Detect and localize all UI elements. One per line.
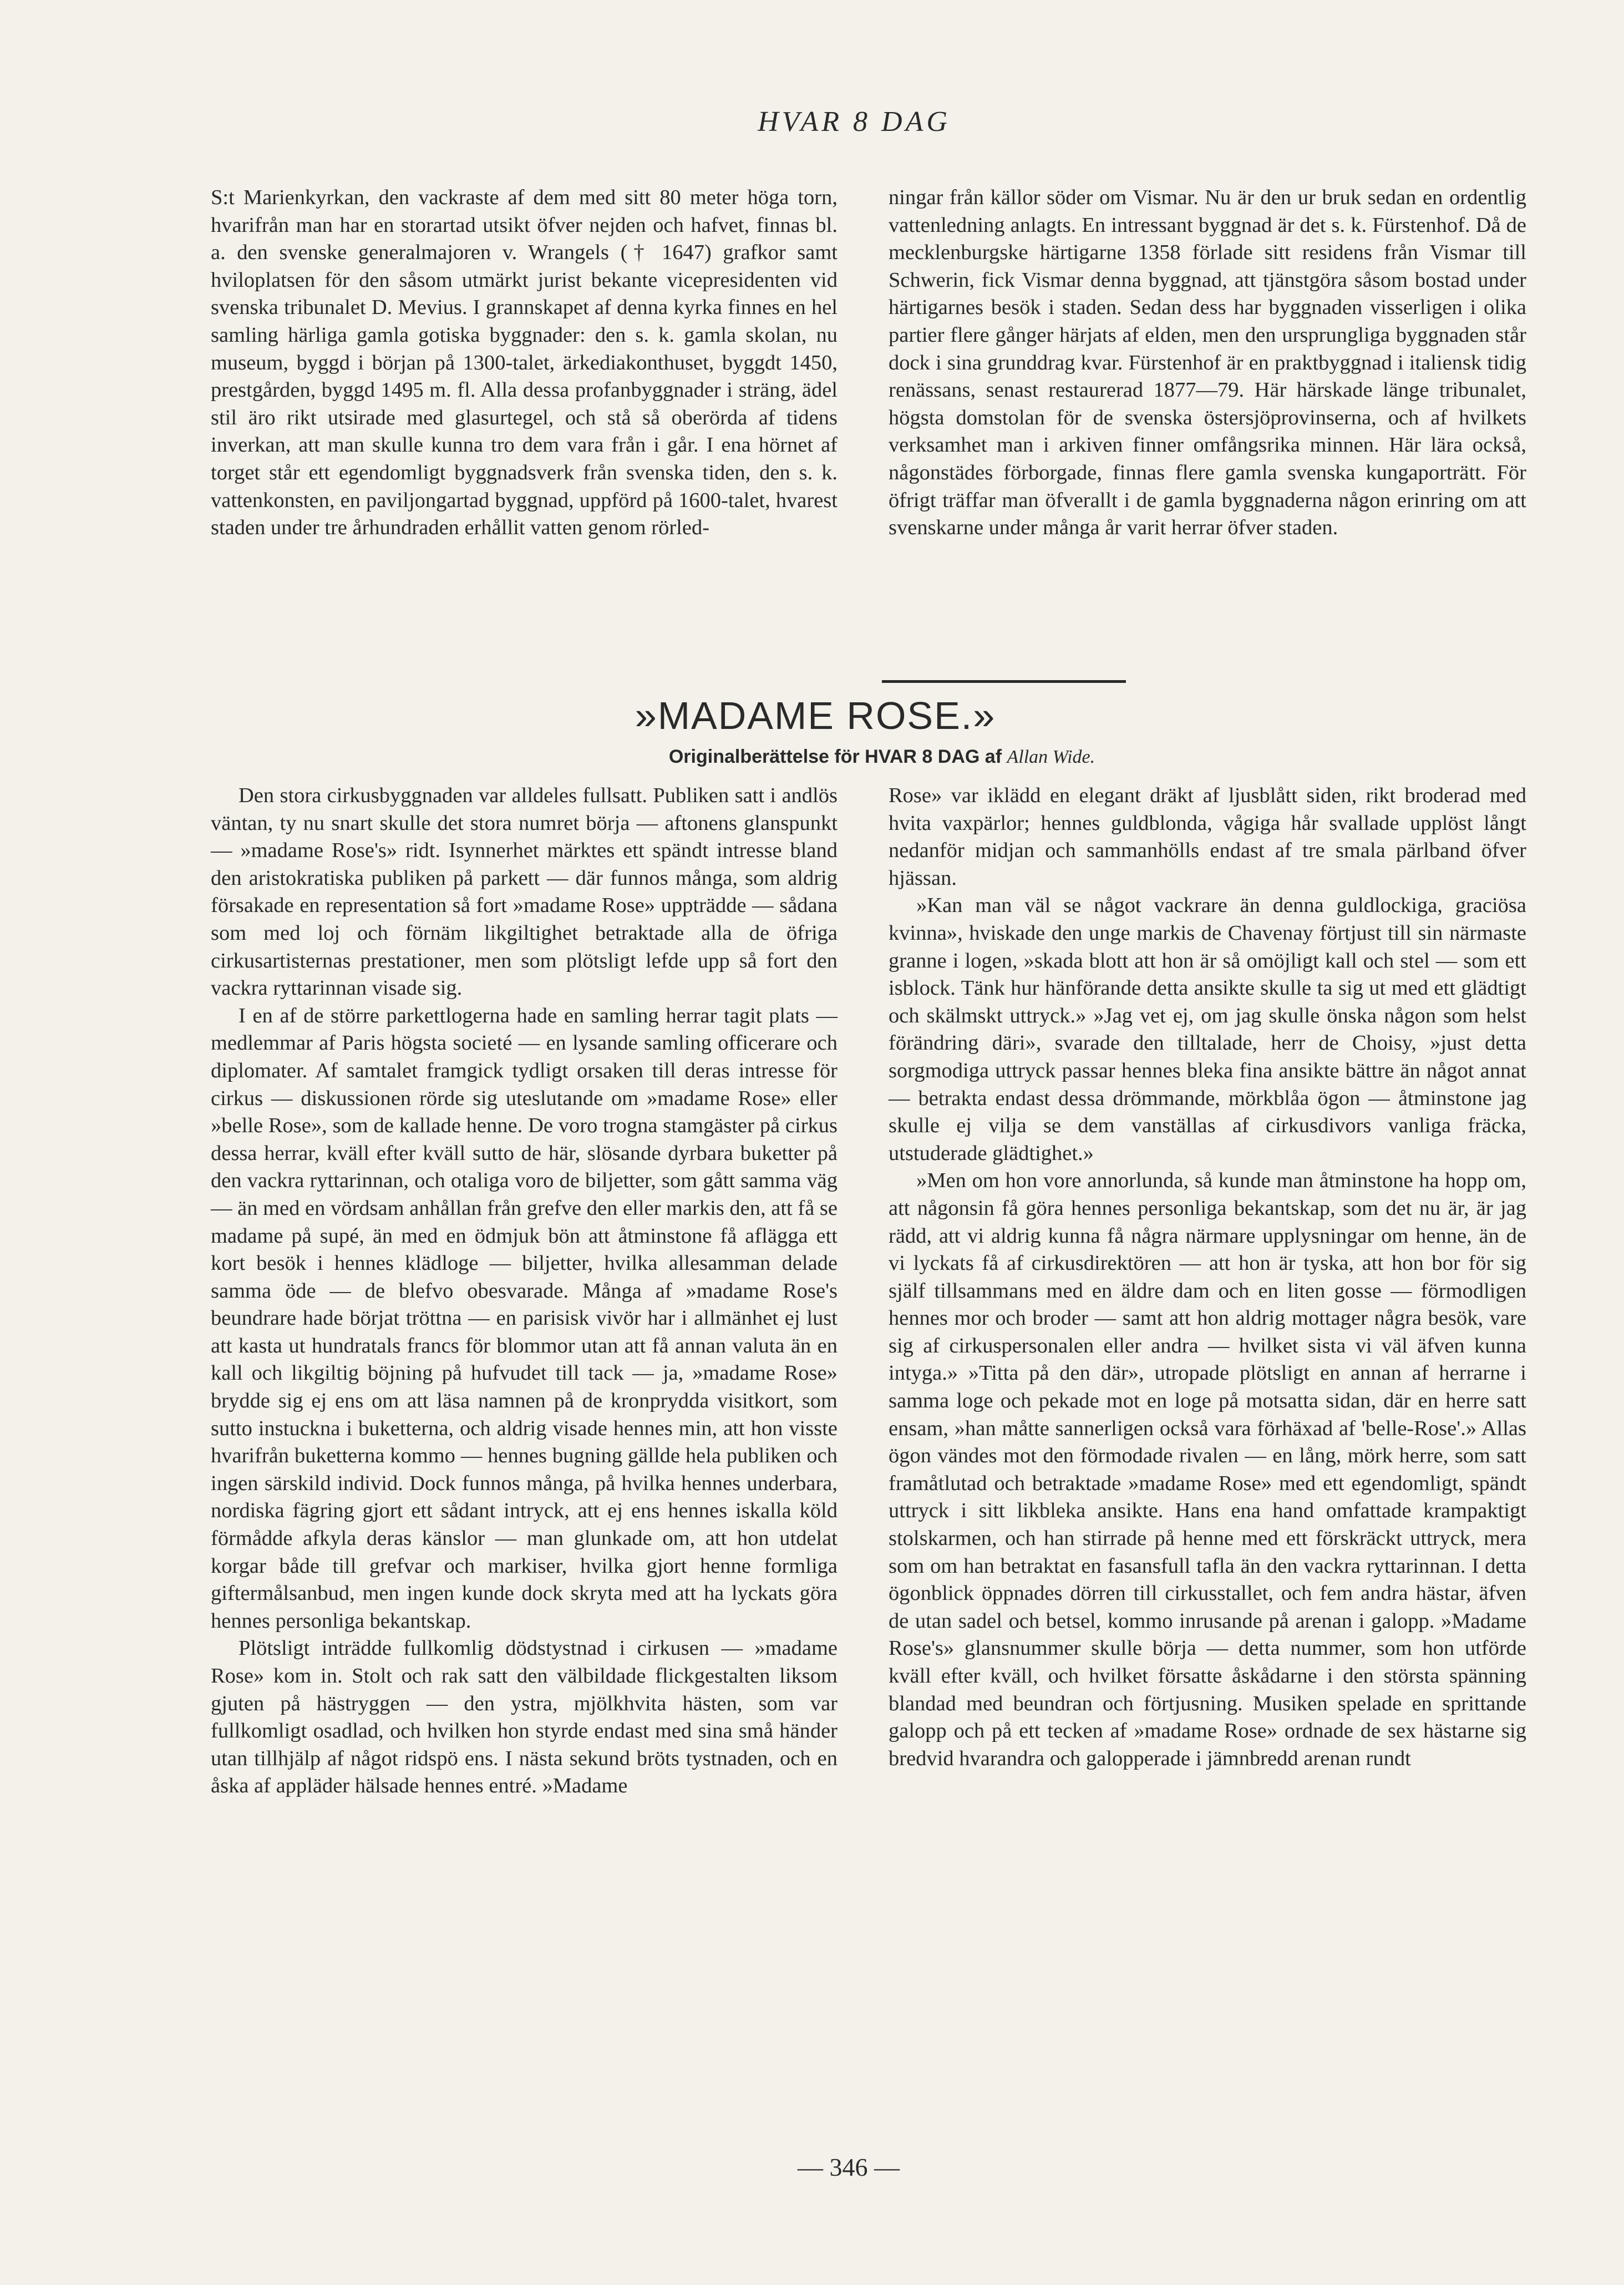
story-title: »MADAME ROSE.» — [635, 694, 996, 737]
article-paragraph: ningar från källor söder om Vismar. Nu är den ur bruk sedan en ordentlig vattenledning anlagts. En intressant byggnad är det s. k. Fürstenhof. Då de mecklenburgske härtigarne 1358 förlade sitt residens från Vismar till Schwerin, fick Vismar denna byggnad, att tjänstgöra såsom bostad under härtigarnes besök i staden. Sedan dess har byggnaden visserligen i olika partier flere gånger härjats af elden, men den ursprungliga byggnaden står dock i sina grunddrag kvar. Fürstenhof är en praktbyggnad i italiensk tidig renässans, senast restaurerad 1877—79. Här härskade länge tribunalet, högsta domstolan för de svenska östersjöprovinserna, och af hvilkets verksamhet man i arkiven finner omfångsrika minnen. Här lära också, någonstädes förborgade, finnas flere gamla svenska kungaporträtt. För öfrigt träffar man öfverallt i de gamla byggnaderna någon erinring om att svenskarne under många år varit herrar öfver staden. — [889, 186, 1526, 540]
author-name: Allan Wide. — [1007, 747, 1095, 767]
story-paragraph: »Kan man väl se något vackrare än denna guldlockiga, graciösa kvinna», hviskade den unge markis de Chavenay förtjust till sin närmaste granne i logen, »skada blott att hon är så omöjligt kall och stel — som ett isblock. Tänk hur hänförande detta ansikte skulle ta sig ut med ett glädtigt och skälmskt uttryck.» »Jag vet ej, om jag skulle önska någon som helst förändring däri», svarade den tilltalade, herr de Choisy, »just detta sorgmodiga uttryck passar hennes bleka fina ansikte bättre än något annat — betrakta endast dessa drömmande, mörkblåa ögon — åtminstone jag skulle ej vilja se dem vanställas af cirkusdivors vanliga fräcka, utstuderade glädtighet.» — [889, 894, 1526, 1165]
continued-article-left-column — [211, 184, 838, 542]
story-left-column — [211, 782, 838, 1800]
story-paragraph: Rose» var iklädd en elegant dräkt af ljusblått siden, rikt broderad med hvita vaxpärlor; hennes guldblonda, vågiga hår svallade upplöst långt nedanför midjan och sammanhölls endast af tre smala pärlband öfver hjässan. — [889, 784, 1526, 890]
running-head: HVAR 8 DAG — [758, 106, 951, 138]
story-paragraph: Plötsligt inträdde fullkomlig dödstystnad i cirkusen — »madame Rose» kom in. Stolt och rak satt den välbildade flickgestalten liksom gjuten på hästryggen — den ystra, mjölkhvita hästen, som var fullkomligt osadlad, och hvilken hon styrde endast med sina små händer utan tillhjälp af något ridspö ens. I nästa sekund bröts tystnaden, och en åska af appläder hälsade hennes entré. »Madame — [211, 1637, 838, 1798]
page-number: — 346 — — [798, 2153, 900, 2181]
story-paragraph: I en af de större parkettlogerna hade en samling herrar tagit plats — medlemmar af Paris högsta societé — en lysande samling officerare och diplomater. Af samtalet framgick tydligt orsaken till deras intresse för cirkus — diskussionen rörde sig uteslutande om »madame Rose» eller »belle Rose», som de kallade henne. De voro trogna stamgäster på cirkus dessa herrar, kväll efter kväll sutto de här, slösande dyrbara buketter på den vackra ryttarinnan, och otaliga voro de biljetter, som gått samma väg — än med en vördsam anhållan från grefve den eller markis den, att få se madame på supé, än med en ödmjuk bön att åtminstone få aflägga ett kort besök i hennes klädloge — biljetter, hvilka allesamman delade samma öde — de blefvo obesvarade. Många af »madame Rose's beundrare hade börjat tröttna — en parisisk vivör har i allmänhet ej lust att kasta ut hundratals francs för blommor utan att få annan valuta än en kall och likgiltig böjning på hufvudet till tack — ja, »madame Rose» brydde sig ej ens om att läsa namnen på de kronprydda visitkort, som sutto instuckna i buketterna, och aldrig visade hennes min, att hon visste hvarifrån buketterna kommo — hennes bugning gällde hela publiken och ingen särskild individ. Dock funnos många, på hvilka hennes underbara, nordiska fägring gjort ett sådant intryck, att ej ens hennes iskalla köld förmådde afkyla deras känslor — man glunkade om, att hon utdelat korgar både till grefvar och markiser, hvilka gjort henne formliga giftermålsanbud, men ingen kunde dock skryta med att ha lyckats göra hennes personliga bekantskap. — [211, 1004, 838, 1633]
story-paragraph: »Men om hon vore annorlunda, så kunde man åtminstone ha hopp om, att någonsin få göra hennes personliga bekantskap, som det nu är, är jag rädd, att vi aldrig kunna få några närmare upplysningar om henne, än de vi lyckats få af cirkusdirektören — att hon är tyska, att hon bor för sig själf tillsammans med en äldre dam och en liten gosse — förmodligen hennes mor och broder — samt att hon aldrig mottager några besök, vare sig af cirkuspersonalen eller andra — hvilket sista vi väl äfven kunna intyga.» »Titta på den där», utropade plötsligt en annan af herrarne i samma loge och pekade mot en loge på motsatta sidan, där en herre satt ensam, »han måtte sannerligen också vara förhäxad af 'belle-Rose'.» Allas ögon vändes mot den förmodade rivalen — en lång, mörk herre, som satt framåtlutad och betraktade »madame Rose» med ett egendomligt, spändt uttryck i sitt likbleka ansikte. Hans ena hand omfattade krampaktigt stolskarmen, och han stirrade på henne med ett förskräckt uttryck, mera som om han betraktat en fasansfull tafla än den vackra ryttarinnan. I detta ögonblick öppnades dörren till cirkusstallet, och fem andra hästar, äfven de utan sadel och betsel, kommo inrusande på arenan i galopp. »Madame Rose's» glansnummer skulle börja — detta nummer, som hon utförde kväll efter kväll, och hvilket försatte åskådarne i den största spänning blandad med beundran och förtjusning. Musiken spelade en sprittande galopp och på ett tecken af »madame Rose» ordnade de sex hästarne sig bredvid hvarandra och galopperade i jämnbredd arenan rundt — [889, 1169, 1526, 1770]
story-byline — [577, 746, 1187, 768]
story-right-column — [889, 782, 1526, 1772]
article-paragraph: S:t Marienkyrkan, den vackraste af dem med sitt 80 meter höga torn, hvarifrån man har en storartad utsikt öfver nejden och hafvet, finnas bl. a. den svenske generalmajoren v. Wrangels († 1647) grafkor samt hviloplatsen för den såsom utmärkt jurist bekante vicepresidenten vid svenska tribunalet D. Mevius. I grannskapet af denna kyrka finnes en hel samling härliga gamla gotiska byggnader: den s. k. gamla skolan, nu museum, byggd i början på 1300-talet, ärkediakonthuset, byggdt 1450, prestgården, byggd 1495 m. fl. Alla dessa profanbyggnader i sträng, ädel stil äro rikt utsirade med glasurtegel, och stå så oberörda af tidens inverkan, att man skulle kunna tro dem vara från i går. I ena hörnet af torget står ett egendomligt byggnadsverk från svenska tiden, den s. k. vattenkonsten, en paviljongartad byggnad, uppförd på 1600-talet, hvarest staden under tre århundraden erhållit vatten genom rörled- — [211, 186, 838, 540]
section-divider — [882, 680, 1126, 683]
story-paragraph: Den stora cirkusbyggnaden var alldeles fullsatt. Publiken satt i andlös väntan, ty nu snart skulle det stora numret börja — aftonens glanspunkt — »madame Rose's» ridt. Isynnerhet märktes ett spändt intresse bland den aristokratiska publiken på parkett — där funnos många, som aldrig försakade en representation så fort »madame Rose» uppträdde — sådana som med loj och förnäm likgiltighet betraktade alla de öfriga cirkusartisternas prestationer, men som plötsligt lefde upp så fort den vackra ryttarinnan visade sig. — [211, 784, 838, 1000]
byline-prefix: Originalberättelse för HVAR 8 DAG af — [668, 746, 1002, 767]
continued-article-right-column — [889, 184, 1526, 542]
